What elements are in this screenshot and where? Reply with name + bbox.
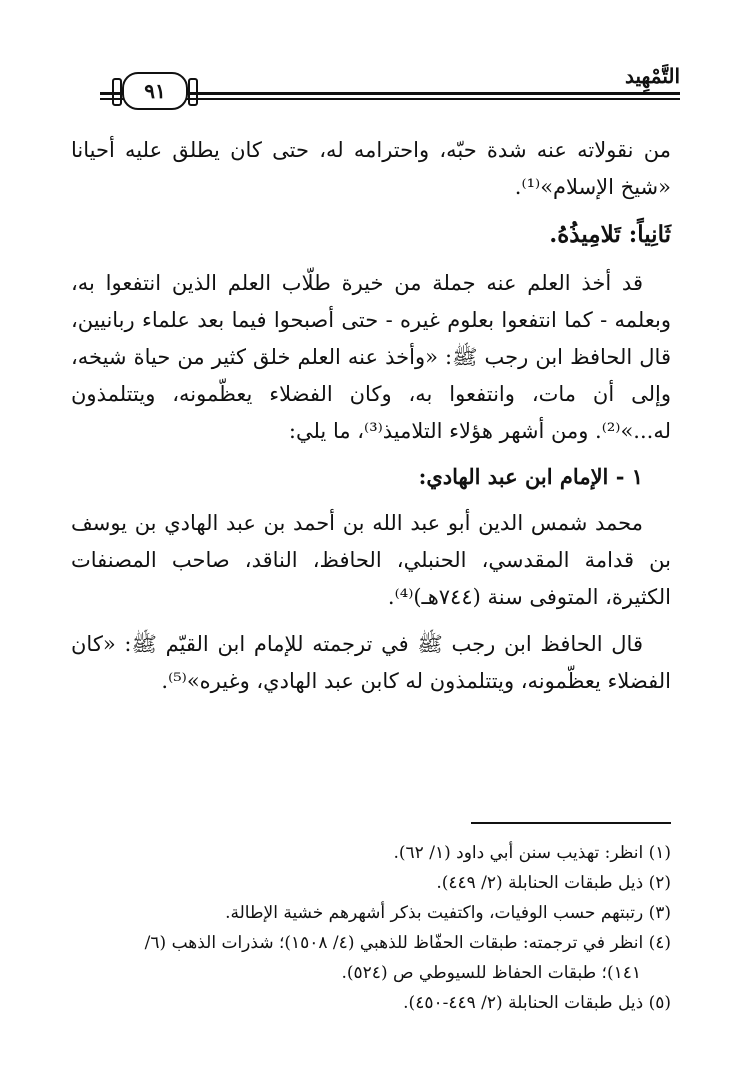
footnote-4: (٤) انظر في ترجمته: طبقات الحفّاظ للذهبي (٤/ ١٥٠٨)؛ شذرات الذهب (٦/ (144, 933, 671, 953)
paragraph-3: محمد شمس الدين أبو عبد الله بن أحمد بن عبد الهادي بن يوسف بن قدامة المقدسي، الحنبلي، الحافظ، الناقد، صاحب المصنفات الكثيرة، المتوفى سنة (٧٤٤هـ)⁽⁴⁾. (71, 511, 671, 609)
chapter-title: التَّمْهِيد (617, 64, 680, 88)
page-header (100, 62, 680, 110)
footnote-separator (471, 822, 671, 824)
paragraph-1: من نقولاته عنه شدة حبّه، واحترامه له، حتى كان يطلق عليه أحيانا «شيخ الإسلام»⁽¹⁾. (71, 138, 671, 199)
footnote-5: (٥) ذيل طبقات الحنابلة (٢/ ٤٤٩-٤٥٠). (403, 993, 671, 1013)
main-text (71, 132, 671, 700)
footnote-4-continued: ١٤١)؛ طبقات الحفاظ للسيوطي ص (٥٢٤). (341, 963, 641, 983)
footnote-1: (١) انظر: تهذيب سنن أبي داود (١/ ٦٢). (393, 843, 671, 863)
paragraph-4: قال الحافظ ابن رجب ﷺ في ترجمته للإمام ابن القيّم ﷺ: «كان الفضلاء يعظّمونه، ويتتلمذون له كابن عبد الهادي، وغيره»⁽⁵⁾. (71, 632, 671, 693)
footnote-3: (٣) رتبتهم حسب الوفيات، واكتفيت بذكر أشهرهم خشية الإطالة. (225, 903, 671, 923)
footnote-2: (٢) ذيل طبقات الحنابلة (٢/ ٤٤٩). (436, 873, 671, 893)
heading-students: ثَانِياً: تَلامِيذُهُ. (549, 221, 671, 248)
footnotes (71, 838, 671, 1018)
heading-imam-ibn-abd-alhadi: ١ - الإمام ابن عبد الهادي: (418, 464, 643, 489)
page-number: ٩١ (122, 72, 188, 110)
paragraph-2: قد أخذ العلم عنه جملة من خيرة طلّاب العلم الذين انتفعوا به، وبعلمه - كما انتفعوا بعلوم غيره - حتى أصبحوا فيما بعد علماء ربانيين، قال الحافظ ابن رجب ﷺ: «وأخذ عنه العلم خلق كثير من حياة شيخه، وإلى أن مات، وانتفعوا به، وكان الفضلاء يعظّمونه، ويتتلمذون له...»⁽²⁾. ومن أشهر هؤلاء التلاميذ⁽³⁾، ما يلي: (71, 271, 671, 443)
